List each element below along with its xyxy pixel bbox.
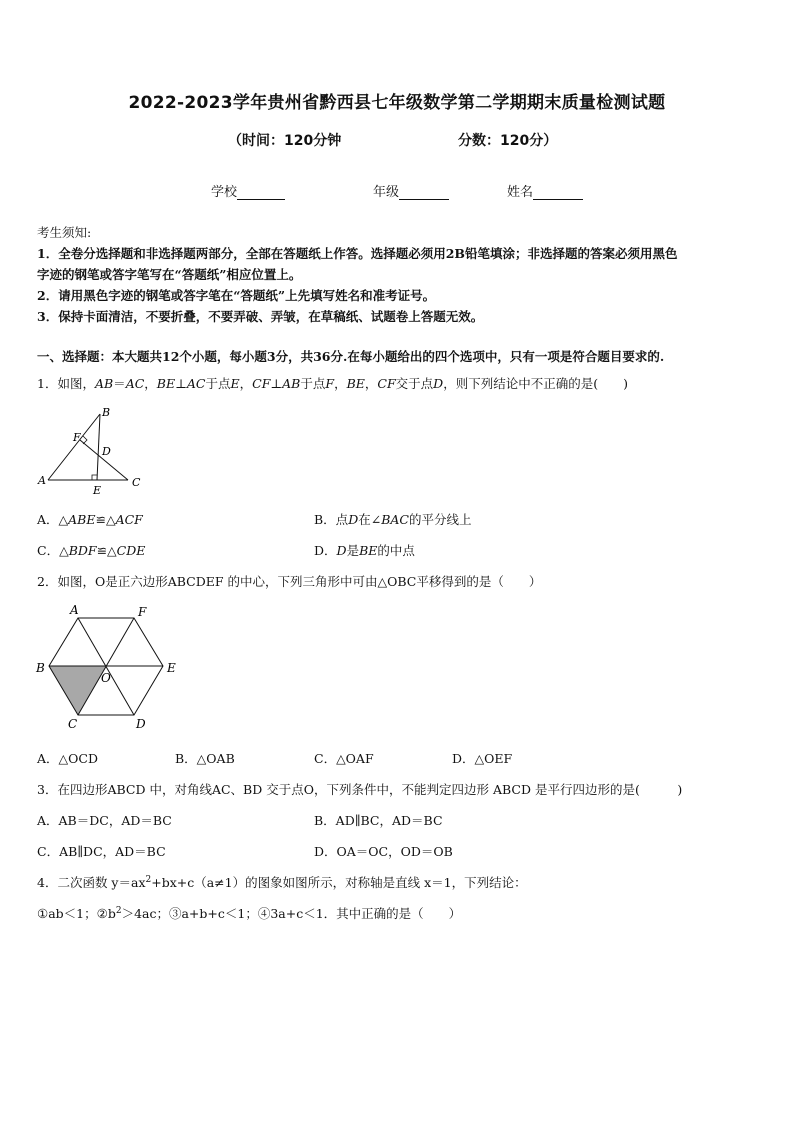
q1-text: ⊥ [270,376,283,391]
q1-text: ，则下列结论中不正确的是( ) [443,376,628,391]
q1-text: E [230,376,240,391]
school-label: 学校 [211,185,238,200]
school-field[interactable] [211,181,285,200]
notice-heading: 考生须知: [37,225,92,240]
option-text: B．点 [314,512,349,527]
q1-text: 于点 [300,376,326,391]
q2-hexagon-figure [30,600,190,736]
option-text: D [336,543,347,558]
q4-text: ＞4ac；③a+b+c＜1；④3a+c＜1．其中正确的是（ ） [121,906,462,921]
question-4-conclusions [37,904,461,922]
vertex-label: O [101,671,111,685]
name-label: 姓名 [507,185,534,200]
q2-option-b[interactable]: B．△OAB [175,751,235,766]
segment-be [97,414,100,480]
q1-text: ⊥ [175,376,187,391]
segment-ab [48,414,100,480]
point-label: D [102,445,111,458]
q1-triangle-figure [30,402,160,498]
vertex-label: B [36,661,45,675]
option-text: BE [359,543,378,558]
q1-text: CF [377,376,396,391]
q1-text: BE [156,376,176,391]
grade-blank[interactable] [399,186,449,200]
point-label: C [132,476,141,489]
school-blank[interactable] [237,186,285,200]
option-text: 在∠ [358,512,382,527]
q1-text: F [325,376,335,391]
q1-option-a[interactable] [37,510,143,528]
option-text: BAC [381,512,409,527]
q4-text: ①ab＜1；②b [37,906,116,921]
q1-text: ＝ [113,376,126,391]
grade-label: 年级 [373,185,400,200]
vertex-label: C [68,717,78,731]
q1-text: AB [282,376,301,391]
q1-text: 于点 [205,376,231,391]
option-text: ABE [68,512,96,527]
question-1-stem [37,374,628,392]
point-label: F [73,431,81,444]
q1-text: BE [346,376,365,391]
vertex-label: F [138,605,147,619]
q2-option-c[interactable]: C．△OAF [314,751,374,766]
q1-text: D [433,376,444,391]
option-text: ACF [115,512,143,527]
option-text: 的中点 [377,543,415,558]
option-text: CDE [116,543,146,558]
option-text: 的平分线上 [408,512,472,527]
name-blank[interactable] [533,186,583,200]
q4-sup: 2 [145,874,152,885]
time-label: （时间：120分钟 [228,133,342,149]
option-text: ≌△ [96,543,117,558]
q1-text: 1．如图， [37,376,95,391]
grade-field[interactable] [373,181,449,200]
vertex-label: D [136,717,146,731]
q3-option-a[interactable]: A．AB＝DC，AD＝BC [37,813,172,828]
q1-text: ， [239,376,253,391]
shaded-triangle-obc [49,666,106,715]
q1-option-b[interactable] [314,510,472,528]
q2-option-d[interactable]: D．△OEF [452,751,513,766]
q1-option-c[interactable] [37,541,145,559]
q3-option-d[interactable]: D．OA＝OC，OD＝OB [314,844,453,859]
notice-item: 3．保持卡面清洁，不要折叠，不要弄破、弄皱，在草稿纸、试题卷上答题无效。 [37,309,484,324]
section-heading: 一、选择题：本大题共12个小题，每小题3分，共36分.在每小题给出的四个选项中，只有一项是符合题目要求的. [37,349,665,364]
notice-item: 字迹的钢笔或答字笔写在“答题纸”相应位置上。 [37,267,302,282]
option-text: 是 [346,543,360,558]
name-field[interactable] [507,181,583,200]
q1-option-d[interactable] [314,541,415,559]
q3-option-b[interactable]: B．AD∥BC，AD＝BC [314,813,443,828]
q3-option-c[interactable]: C．AB∥DC，AD＝BC [37,844,166,859]
q4-sup: 2 [115,905,122,916]
q1-text: ， [334,376,347,391]
notice-item: 1．全卷分选择题和非选择题两部分，全部在答题纸上作答。选择题必须用2B铅笔填涂；非选择题的答案必须用黑色 [37,246,678,261]
q1-text: AB [94,376,114,391]
q1-text: CF [252,376,271,391]
point-label: B [102,406,111,419]
vertex-label: A [70,603,79,617]
q4-text: +bx+c（a≠1）的图象如图所示，对称轴是直线 x＝1，下列结论： [151,875,527,890]
right-angle-e [92,475,97,480]
q1-text: AC [186,376,206,391]
option-text: BDF [68,543,97,558]
q1-text: ， [144,376,157,391]
q1-text: AC [125,376,145,391]
q2-option-a[interactable]: A．△OCD [37,751,98,766]
question-3-stem: 3．在四边形ABCD 中，对角线AC、BD 交于点O，下列条件中，不能判定四边形 ABCD 是平行四边形的是( ) [37,782,683,797]
score-label: 分数：120分） [458,133,558,149]
page-title: 2022-2023学年贵州省黔西县七年级数学第二学期期末质量检测试题 [128,93,666,113]
question-2-stem: 2．如图，O是正六边形ABCDEF 的中心，下列三角形中可由△OBC平移得到的是（ ） [37,574,542,589]
option-text: C．△ [37,543,69,558]
point-label: A [38,474,46,487]
option-text: ≌△ [95,512,116,527]
option-text: A．△ [37,512,69,527]
candidate-notice [37,222,757,327]
q4-text: 4．二次函数 y＝ax [37,875,146,890]
q1-text: 交于点 [395,376,434,391]
q1-text: ， [364,376,378,391]
option-text: D [348,512,359,527]
vertex-label: E [167,661,176,675]
notice-item: 2．请用黑色字迹的钢笔或答字笔在“答题纸”上先填写姓名和准考证号。 [37,288,436,303]
point-label: E [93,484,102,497]
question-4-stem [37,873,527,891]
option-text: D． [314,543,337,558]
